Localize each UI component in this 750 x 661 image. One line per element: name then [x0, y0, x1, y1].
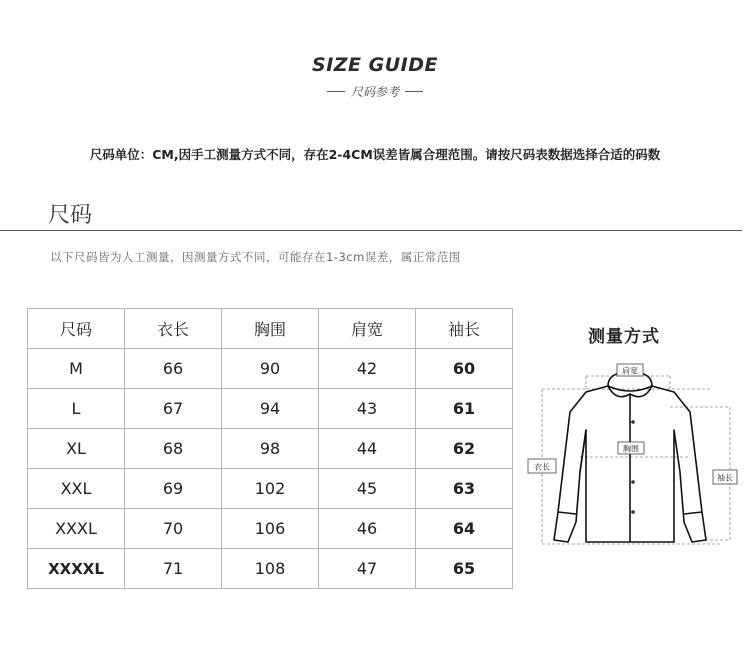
table-row	[28, 509, 513, 549]
size-cell: XXL	[28, 469, 125, 509]
table-cell: 102	[222, 469, 319, 509]
table-cell: 70	[125, 509, 222, 549]
table-cell: 108	[222, 549, 319, 589]
table-row	[28, 469, 513, 509]
label-sleeve: 袖长	[717, 473, 733, 483]
label-sleeve-tag	[713, 470, 737, 484]
column-header: 袖长	[416, 309, 513, 349]
measurement-guides	[542, 376, 730, 544]
table-cell: 94	[222, 389, 319, 429]
column-header: 尺码	[28, 309, 125, 349]
table-cell: 45	[319, 469, 416, 509]
column-header: 衣长	[125, 309, 222, 349]
table-row	[28, 389, 513, 429]
shirt-buttons	[631, 420, 635, 514]
table-cell: 62	[416, 429, 513, 469]
table-cell: 46	[319, 509, 416, 549]
table-cell: 65	[416, 549, 513, 589]
table-cell: 60	[416, 349, 513, 389]
page-subtitle: 尺码参考	[350, 85, 399, 99]
divider	[327, 91, 345, 92]
table-cell: 67	[125, 389, 222, 429]
size-cell: XXXL	[28, 509, 125, 549]
label-chest-tag	[618, 442, 644, 454]
table-row	[28, 429, 513, 469]
size-cell: L	[28, 389, 125, 429]
table-cell: 61	[416, 389, 513, 429]
table-cell: 43	[319, 389, 416, 429]
section-title: 尺码	[48, 203, 93, 228]
table-cell: 44	[319, 429, 416, 469]
measurement-note: 以下尺码皆为人工测量，因测量方式不同，可能存在1-3cm误差，属正常范围	[50, 250, 461, 264]
label-chest: 胸围	[623, 444, 639, 454]
shirt-outline	[554, 372, 706, 542]
table-cell: 90	[222, 349, 319, 389]
table-cell: 63	[416, 469, 513, 509]
table-cell: 64	[416, 509, 513, 549]
column-header: 胸围	[222, 309, 319, 349]
label-length-tag	[528, 459, 556, 473]
size-cell: M	[28, 349, 125, 389]
size-unit-notice: 尺码单位：CM,因手工测量方式不同，存在2-4CM误差皆属合理范围。请按尺码表数据选择合适的码数	[89, 147, 661, 162]
table-row	[28, 549, 513, 589]
column-header: 肩宽	[319, 309, 416, 349]
size-table	[27, 308, 513, 589]
divider	[405, 91, 423, 92]
measure-title: 测量方式	[588, 327, 660, 347]
size-cell: XXXXL	[28, 549, 125, 589]
page-subtitle-row	[0, 83, 750, 100]
table-cell: 69	[125, 469, 222, 509]
label-shoulder-tag	[617, 364, 643, 376]
size-cell: XL	[28, 429, 125, 469]
table-cell: 66	[125, 349, 222, 389]
table-cell: 68	[125, 429, 222, 469]
label-length: 衣长	[534, 462, 550, 472]
table-row	[28, 349, 513, 389]
section-divider	[0, 230, 742, 231]
table-cell: 47	[319, 549, 416, 589]
table-cell: 71	[125, 549, 222, 589]
shirt-measurement-diagram	[520, 352, 742, 552]
table-cell: 106	[222, 509, 319, 549]
table-cell: 42	[319, 349, 416, 389]
page-title: SIZE GUIDE	[312, 54, 438, 76]
label-shoulder: 肩宽	[622, 366, 638, 376]
table-cell: 98	[222, 429, 319, 469]
table-header-row	[28, 309, 513, 349]
